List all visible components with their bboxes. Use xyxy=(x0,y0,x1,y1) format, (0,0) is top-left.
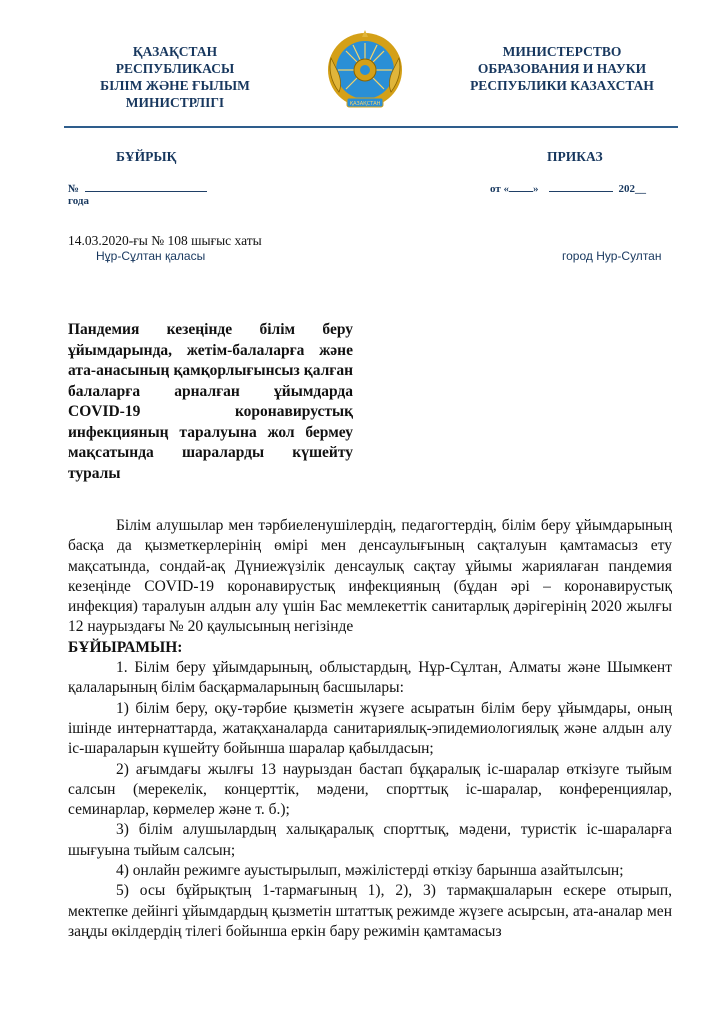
order-paragraph: 4) онлайн режимге ауыстырылып, мәжілістерді өткізу барынша азайтылсын; xyxy=(116,862,624,880)
order-date-field xyxy=(490,180,646,195)
order-label-russian: ПРИКАЗ xyxy=(547,149,603,164)
header-line: МИНИСТЕРСТВО xyxy=(502,44,622,59)
number-blank-line xyxy=(85,180,207,192)
year-word: года xyxy=(68,195,89,207)
year-blank: 202__ xyxy=(618,183,647,195)
order-label-kazakh: БҰЙРЫҚ xyxy=(116,149,177,164)
city-kazakh: Нұр-Сұлтан қаласы xyxy=(96,249,206,263)
state-emblem-icon xyxy=(325,28,405,118)
number-sign: № xyxy=(68,183,80,195)
order-number-field xyxy=(68,180,207,195)
order-paragraph: 3) білім алушылардың халықаралық спорттық, мәдени, туристік іс-шараларға шығуына тыйым салсын; xyxy=(68,821,672,859)
document-title: Пандемия кезеңінде білім беру ұйымдарында, жетім-балаларға және ата-анасының қамқорлығынсыз қалған балаларға арналған ұйымдарда COVID-19 коронавирустық инфекцияның таралуына жол бермеу мақсатында шараларды күшейту туралы xyxy=(68,321,353,482)
order-paragraph: 2) ағымдағы жылғы 13 наурыздан бастап бұқаралық іс-шаралар өткізуге тыйым салсын (мерекелік, концерттік, мәдени, спорттық іс-шаралар, конференциялар, семинарлар, көрмелер және т. б.); xyxy=(68,760,672,819)
month-blank-line xyxy=(549,180,613,192)
ministry-name-russian xyxy=(452,43,672,94)
header-line: БІЛІМ ЖӘНЕ ҒЫЛЫМ xyxy=(100,78,250,93)
header-line: ОБРАЗОВАНИЯ И НАУКИ xyxy=(477,61,647,76)
day-blank-line xyxy=(509,180,533,192)
outgoing-letter-reference: 14.03.2020-ғы № 108 шығыс хаты xyxy=(68,233,262,248)
order-paragraph: 5) осы бұйрықтың 1-тармағының 1), 2), 3) тармақшаларын ескере отырып, мектепке дейінгі ұйымдардың қызметін штаттық режимде жүзеге асырсын, ата-аналар мен заңды өкілдердің тілегі бойынша еркін бару режимін қамтамасыз xyxy=(68,882,672,940)
svg-text:ҚАЗАҚСТАН: ҚАЗАҚСТАН xyxy=(349,101,381,107)
header-divider xyxy=(64,126,678,128)
header-line: РЕСПУБЛИКИ КАЗАХСТАН xyxy=(470,78,654,93)
order-heading: БҰЙЫРАМЫН: xyxy=(68,638,183,656)
header-line: РЕСПУБЛИКАСЫ xyxy=(115,61,235,76)
city-russian: город Нур-Султан xyxy=(562,249,662,263)
order-paragraph: 1. Білім беру ұйымдарының, облыстардың, Нұр-Сұлтан, Алматы және Шымкент қалаларының білім басқармаларының басшылары: xyxy=(68,659,672,697)
document-body xyxy=(68,516,672,942)
header-line: ҚАЗАҚСТАН xyxy=(132,44,218,59)
date-prefix: от « xyxy=(490,183,510,195)
order-paragraph: 1) білім беру, оқу-тәрбие қызметін жүзеге асыратын білім беру ұйымдары, оның ішінде интернаттарда, жатақханаларда санитариялық-эпидемиологиялық және алдын алу іс-шараларын күшейту бойынша шаралар қабылдасын; xyxy=(68,699,672,758)
ministry-name-kazakh xyxy=(80,43,270,111)
date-quote: » xyxy=(533,183,539,195)
header-line: МИНИСТРЛІГІ xyxy=(125,95,225,110)
intro-paragraph: Білім алушылар мен тәрбиеленушілердің, педагогтердің, білім беру ұйымдарының басқа да қызметкерлерінің өмірі мен денсаулығының сақталуын қамтамасыз ету мақсатында, сондай-ақ Дүниежүзілік денсаулық сақтау ұйымы жариялаған пандемия кезеңінде COVID-19 коронавирустық инфекцияның (бұдан әрі – коронавирустық инфекция) таралуын алдын алу үшін Бас мемлекеттік санитарлық дәрігерінің 2020 жылғы 12 наурыздағы № 20 қаулысының негізінде xyxy=(68,517,672,636)
